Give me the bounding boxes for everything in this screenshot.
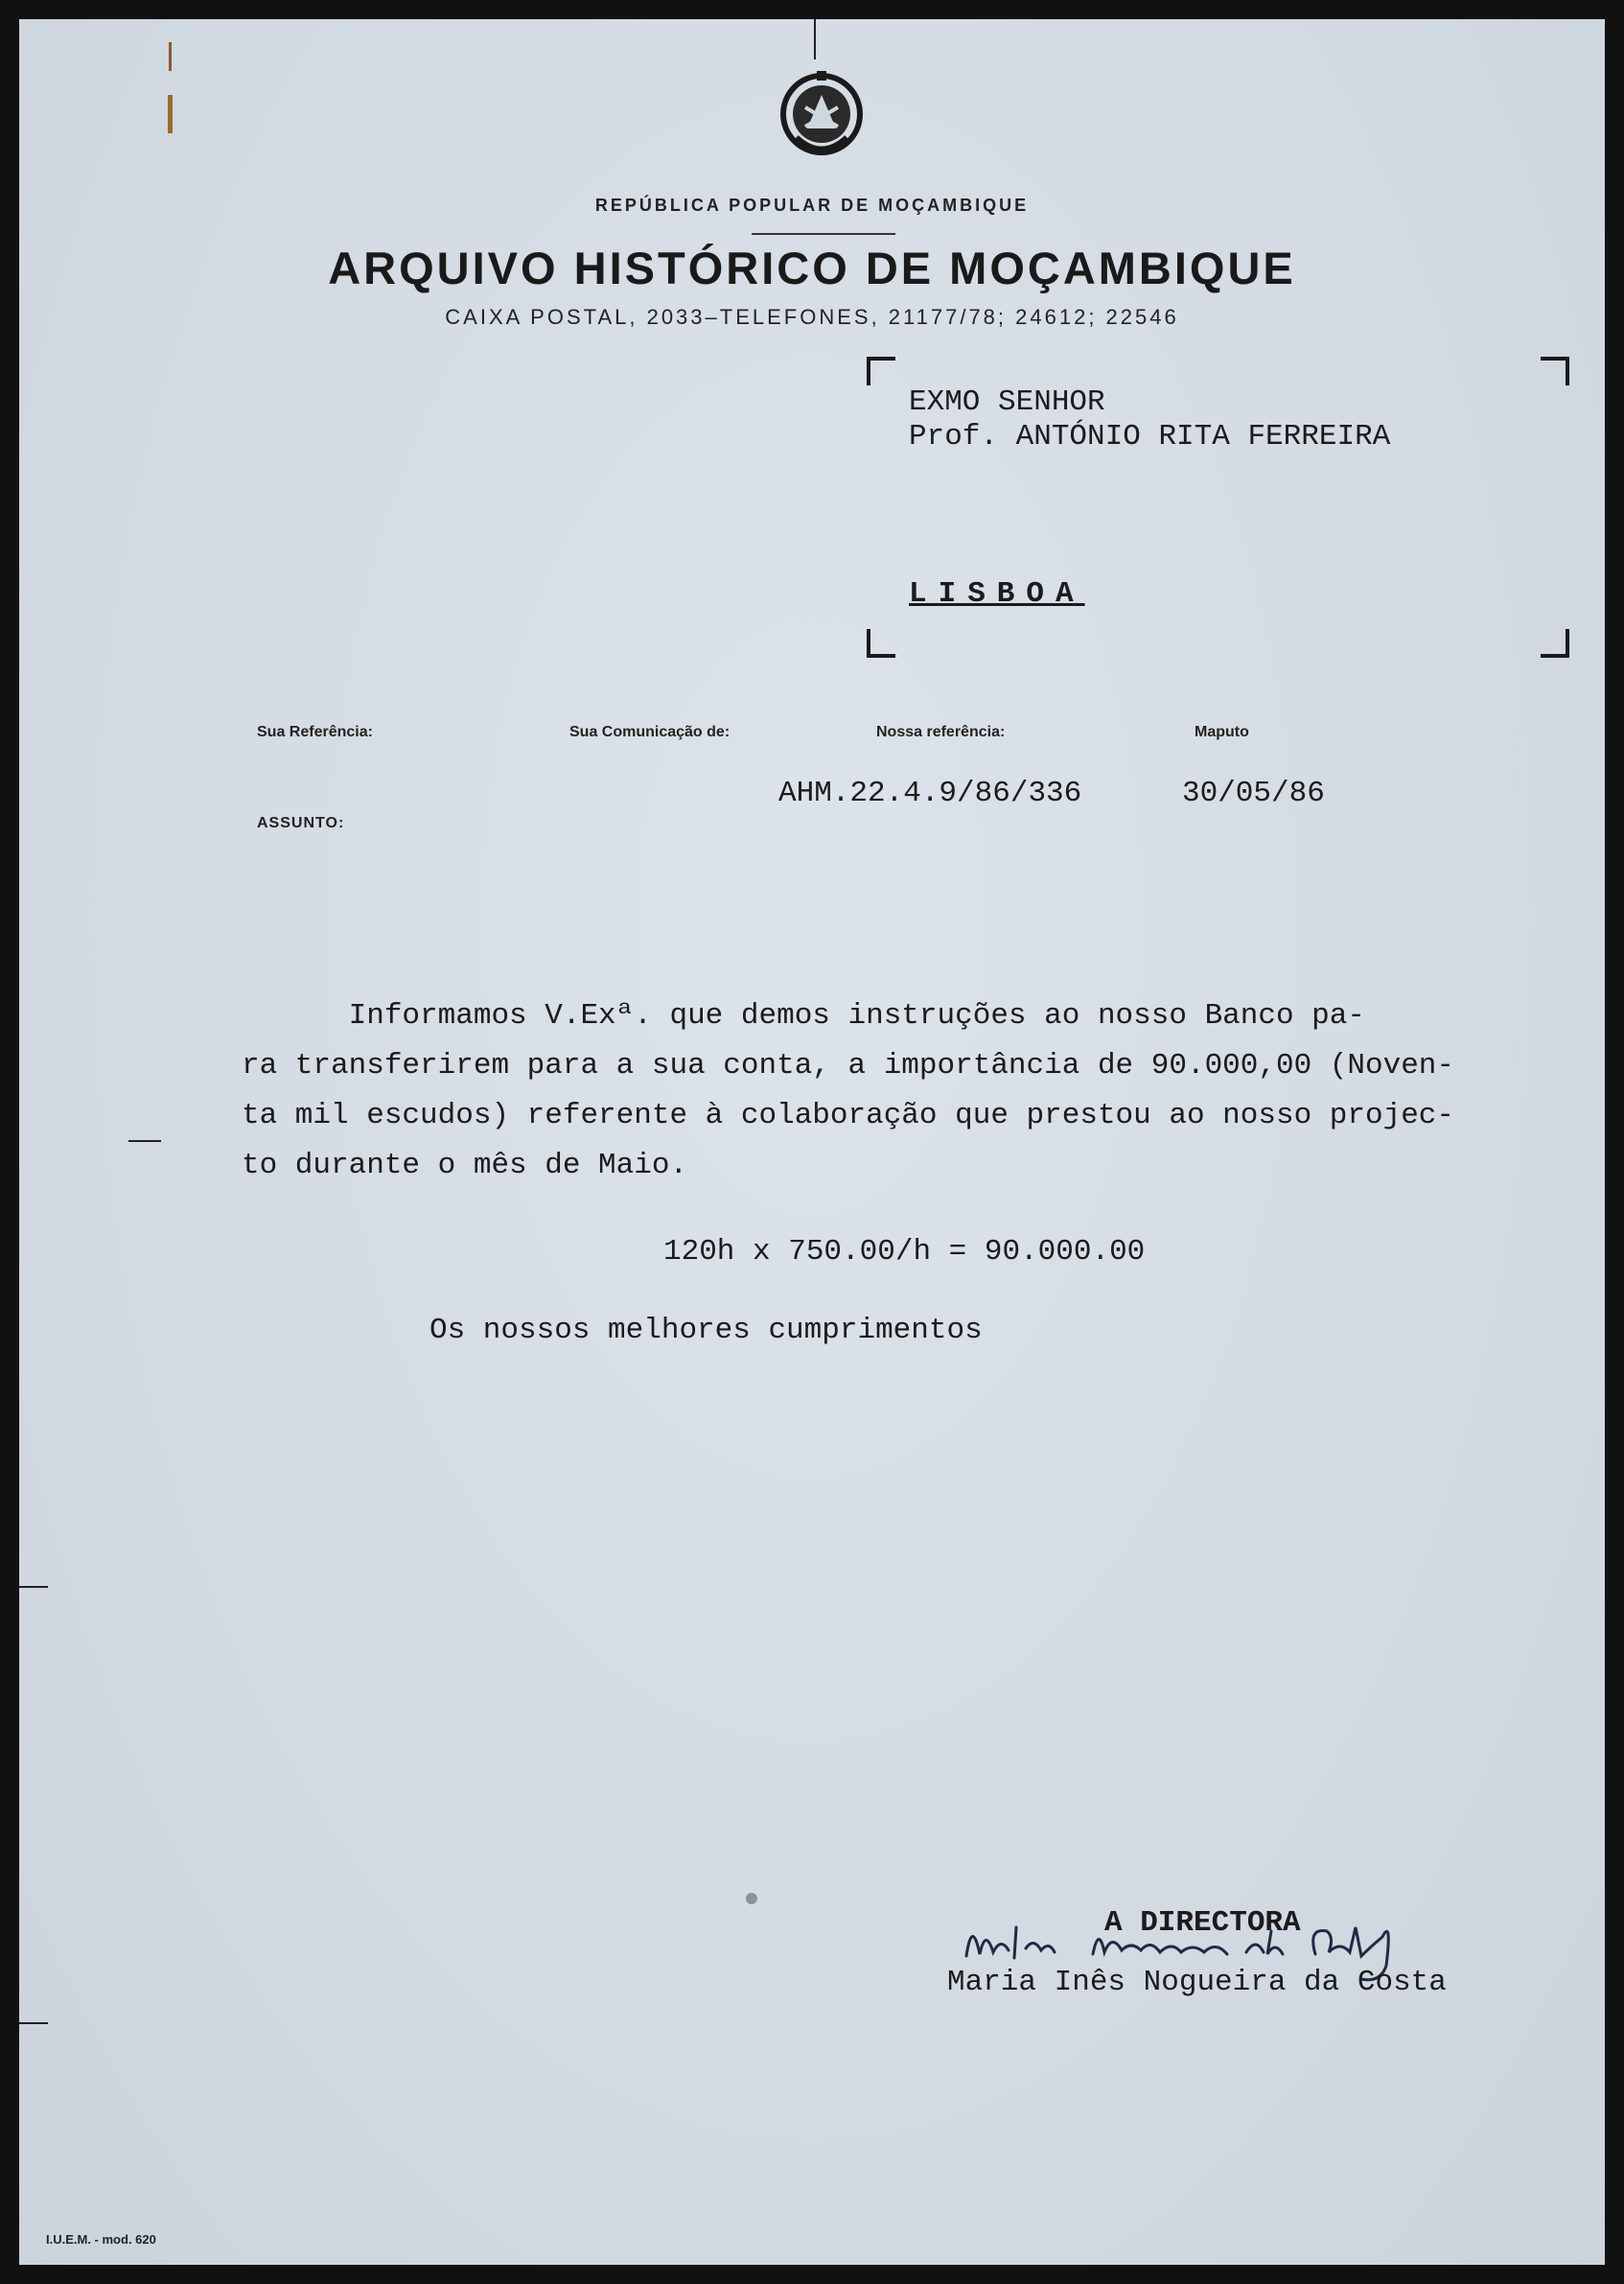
date-value: 30/05/86 [1182,777,1325,810]
body-paragraph [242,991,1565,1191]
body-line: ra transferirem para a sua conta, a importância de 90.000,00 (Noven- [242,1049,1455,1083]
institution-name: ARQUIVO HISTÓRICO DE MOÇAMBIQUE [328,243,1296,293]
address-corner-bottom-right [1541,629,1569,658]
body-line: ta mil escudos) referente à colaboração que prestou ao nosso projec- [242,1099,1455,1132]
closing-line: Os nossos melhores cumprimentos [429,1314,983,1347]
signatory-title: A DIRECTORA [1104,1906,1301,1940]
calculation-line: 120h x 750.00/h = 90.000.00 [663,1235,1146,1269]
recipient-salutation: EXMO SENHOR [909,385,1105,419]
body-line: Informamos V.Exª. que demos instruções ao nosso Banco pa- [242,999,1365,1033]
margin-mark [128,1140,161,1142]
margin-mark [19,2022,48,2024]
top-edge-mark [814,19,816,59]
nossa-referencia-value: AHM.22.4.9/86/336 [778,777,1082,810]
header-divider [752,233,895,235]
letter-sheet [19,19,1605,2265]
recipient-name: Prof. ANTÓNIO RITA FERREIRA [909,420,1391,454]
rust-stain [167,42,174,138]
recipient-city: LISBOA [909,577,1085,611]
margin-mark [19,1586,48,1588]
republic-heading: REPÚBLICA POPULAR DE MOÇAMBIQUE [594,196,1030,215]
sua-referencia-label: Sua Referência: [257,724,373,740]
sua-comunicacao-label: Sua Comunicação de: [569,724,731,740]
signatory-name: Maria Inês Nogueira da Costa [947,1966,1447,1999]
address-corner-bottom-left [867,629,895,658]
paper-speck [746,1893,757,1904]
body-line: to durante o mês de Maio. [242,1149,688,1182]
place-label: Maputo [1195,724,1249,740]
contact-line: CAIXA POSTAL, 2033–TELEFONES, 21177/78; 24612; 22546 [445,305,1179,329]
assunto-label: ASSUNTO: [257,815,345,831]
state-emblem-icon [778,71,865,176]
address-corner-top-left [867,357,895,385]
address-corner-top-right [1541,357,1569,385]
nossa-referencia-label: Nossa referência: [876,724,1006,740]
form-code: I.U.E.M. - mod. 620 [46,2232,156,2247]
